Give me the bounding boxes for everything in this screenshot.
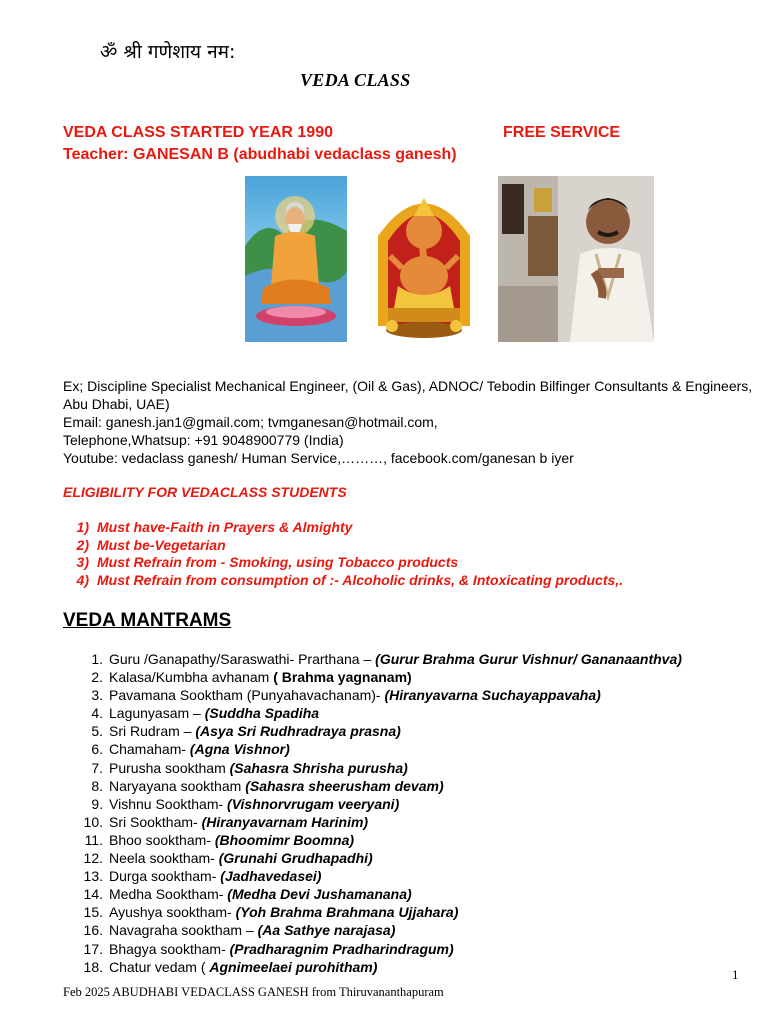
list-item: 1. Guru /Ganapathy/Saraswathi- Prarthana – (Gurur Brahma Gurur Vishnur/ Gananaanthva)	[91, 651, 682, 667]
list-item: 15. Ayushya sooktham- (Yoh Brahma Brahmana Ujjahara)	[83, 904, 459, 921]
teacher-contact-info	[63, 377, 753, 467]
page-number: 1	[732, 967, 739, 982]
page-footer: Feb 2025 ABUDHABI VEDACLASS GANESH from Thiruvananthapuram	[63, 985, 444, 999]
list-item: 3. Pavamana Sooktham (Punyahavachanam)- (Hiranyavarna Suchayappavaha)	[91, 687, 601, 704]
social-links-line: Youtube: vedaclass ganesh/ Human Service,………, facebook.com/ganesan b iyer	[63, 450, 574, 466]
list-item: 10. Sri Sooktham- (Hiranyavarnam Harinim)	[83, 813, 369, 830]
list-item: 12. Neela sooktham- (Grunahi Grudhapadhi)	[83, 850, 373, 867]
lord-ganesha-image	[368, 176, 480, 342]
list-item: 16. Navagraha sooktham – (Aa Sathye narajasa)	[83, 922, 396, 939]
list-item: 11. Bhoo sooktham- (Bhoomimr Boomna)	[84, 831, 355, 848]
list-item: 18. Chatur vedam ( Agnimeelaei purohitham)	[83, 958, 378, 975]
list-item: 5. Sri Rudram – (Asya Sri Rudhradraya prasna)	[91, 723, 401, 740]
list-item: 2. Kalasa/Kumbha avhanam ( Brahma yagnanam)	[91, 669, 412, 686]
list-item: 17. Bhagya sooktham- (Pradharagnim Pradharindragum)	[83, 940, 454, 957]
experience-line: Ex; Discipline Specialist Mechanical Engineer, (Oil & Gas), ADNOC/ Tebodin Bilfinger Consultants & Engineers, Abu Dhabi, UAE)	[63, 378, 753, 412]
document-title: VEDA CLASS	[300, 70, 411, 90]
mantrams-section-title: VEDA MANTRAMS	[63, 610, 232, 631]
list-item: 2) Must be-Vegetarian	[76, 536, 226, 553]
list-item: 7. Purusha sooktham (Sahasra Shrisha purusha)	[91, 759, 408, 776]
email-line: Email: ganesh.jan1@gmail.com; tvmganesan@hotmail.com,	[63, 414, 438, 430]
list-item: 4. Lagunyasam – (Suddha Spadiha	[91, 705, 320, 722]
sanskrit-invocation: ॐ श्री गणेशाय नम:	[100, 41, 236, 63]
eligibility-title: ELIGIBILITY FOR VEDACLASS STUDENTS	[63, 484, 347, 500]
mantrams-list	[63, 650, 743, 976]
class-started-line: VEDA CLASS STARTED YEAR 1990	[63, 124, 333, 141]
eligibility-list	[63, 519, 623, 589]
list-item: 9. Vishnu Sooktham- (Vishnorvrugam veeryani)	[91, 795, 400, 812]
list-item: 1) Must have-Faith in Prayers & Almighty	[76, 519, 353, 535]
sage-vyasa-image	[245, 176, 347, 342]
teacher-photo	[498, 176, 654, 342]
telephone-line: Telephone,Whatsup: +91 9048900779 (India)	[63, 432, 344, 448]
list-item: 6. Chamaham- (Agna Vishnor)	[91, 741, 290, 758]
free-service-label: FREE SERVICE	[503, 124, 621, 141]
list-item: 8. Naryayana sooktham (Sahasra sheerusham devam)	[91, 777, 444, 794]
list-item: 13. Durga sooktham- (Jadhavedasei)	[83, 868, 322, 885]
list-item: 4) Must Refrain from consumption of :- Alcoholic drinks, & Intoxicating products,.	[76, 571, 624, 588]
list-item: 3) Must Refrain from - Smoking, using Tobacco products	[76, 554, 459, 571]
teacher-line: Teacher: GANESAN B (abudhabi vedaclass ganesh)	[63, 146, 457, 163]
list-item: 14. Medha Sooktham- (Medha Devi Jushamanana)	[83, 886, 412, 903]
